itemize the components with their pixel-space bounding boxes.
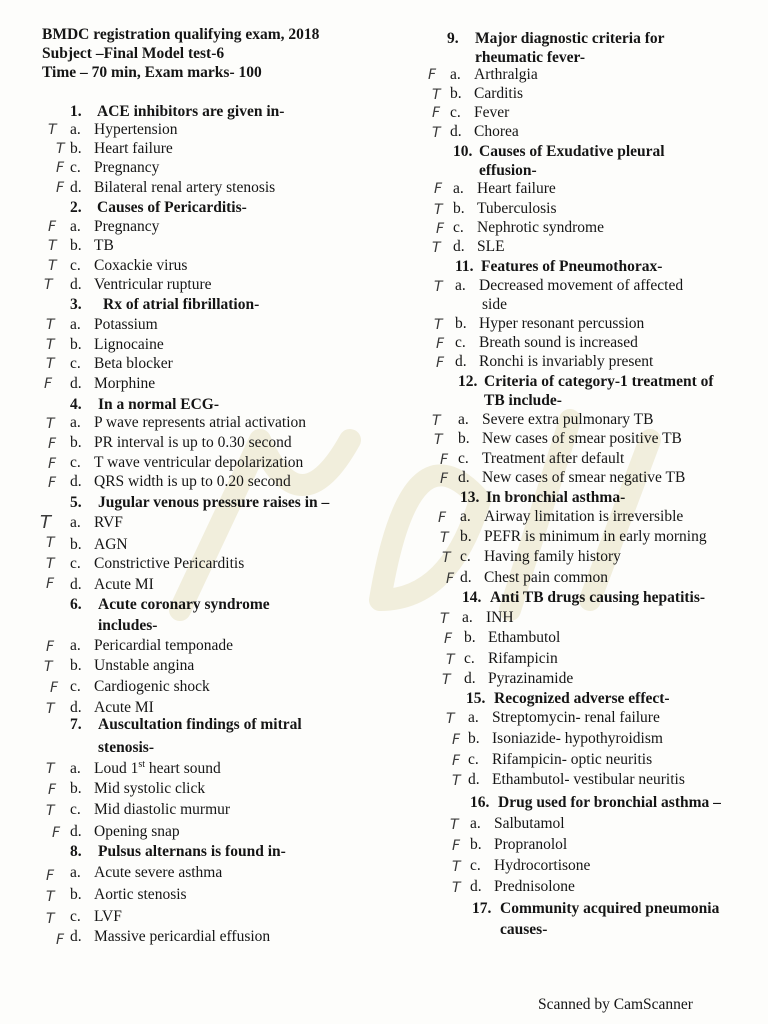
option-1a: a. Hypertension <box>70 121 178 138</box>
answer-mark: T <box>46 911 55 927</box>
question-1: 1. ACE inhibitors are given in- <box>70 103 285 120</box>
answer-mark: T <box>44 659 53 675</box>
question-16: 16. Drug used for bronchial asthma – <box>470 794 721 811</box>
option-5a: a. RVF <box>70 514 123 531</box>
option-3b: b. Lignocaine <box>70 336 164 353</box>
option-6b: b. Unstable angina <box>70 657 195 674</box>
option-4a: a. P wave represents atrial activation <box>70 414 307 431</box>
option-10d: d. SLE <box>453 238 505 255</box>
answer-mark: T <box>442 550 451 566</box>
answer-mark: F <box>56 932 65 948</box>
answer-mark: T <box>44 277 53 293</box>
answer-mark: T <box>432 240 441 256</box>
answer-mark: F <box>48 782 57 798</box>
option-16c: c. Hydrocortisone <box>470 857 591 874</box>
option-6d: d. Acute MI <box>70 699 154 716</box>
question-8: 8. Pulsus alternans is found in- <box>70 843 286 860</box>
answer-mark: F <box>56 180 65 196</box>
answer-mark: F <box>440 471 449 487</box>
answer-mark: T <box>432 413 441 429</box>
question-6: 6. Acute coronary syndrome <box>70 596 270 613</box>
question-6-continued: includes- <box>98 617 158 634</box>
option-14a: a. INH <box>462 609 514 626</box>
answer-mark: T <box>434 202 443 218</box>
option-3a: a. Potassium <box>70 316 158 333</box>
question-5: 5. Jugular venous pressure raises in – <box>70 494 330 511</box>
option-13b: b. PEFR is minimum in early morning <box>460 528 707 545</box>
exam-subject: Subject –Final Model test-6 <box>42 45 225 62</box>
answer-mark: F <box>434 181 443 197</box>
option-7b: b. Mid systolic click <box>70 780 206 797</box>
answer-mark: T <box>46 889 55 905</box>
option-2b: b. TB <box>70 237 114 254</box>
option-3c: c. Beta blocker <box>70 355 173 372</box>
answer-mark: T <box>442 672 451 688</box>
answer-mark: T <box>452 773 461 789</box>
question-12: 12. Criteria of category-1 treatment of <box>458 373 714 390</box>
option-1d: d. Bilateral renal artery stenosis <box>70 179 276 196</box>
answer-mark: F <box>50 680 59 696</box>
option-14d: d. Pyrazinamide <box>464 670 574 687</box>
answer-mark: F <box>432 105 441 121</box>
answer-mark: F <box>46 576 55 592</box>
answer-mark: F <box>48 219 57 235</box>
option-7c: c. Mid diastolic murmur <box>70 801 231 818</box>
option-5c: c. Constrictive Pericarditis <box>70 555 245 572</box>
question-4: 4. In a normal ECG- <box>70 396 219 413</box>
question-7: 7. Auscultation findings of mitral <box>70 716 302 733</box>
option-8a: a. Acute severe asthma <box>70 864 223 881</box>
option-1c: c. Pregnancy <box>70 159 160 176</box>
answer-mark: F <box>52 825 61 841</box>
answer-mark: F <box>444 631 453 647</box>
option-6c: c. Cardiogenic shock <box>70 678 210 695</box>
answer-mark: T <box>450 817 459 833</box>
question-15: 15. Recognized adverse effect- <box>466 690 670 707</box>
answer-mark: T <box>40 512 51 533</box>
option-6a: a. Pericardial temponade <box>70 637 234 654</box>
question-10: 10. Causes of Exudative pleural <box>453 143 665 160</box>
answer-mark: T <box>434 279 443 295</box>
option-8b: b. Aortic stenosis <box>70 886 187 903</box>
answer-mark: F <box>446 571 455 587</box>
answer-mark: T <box>46 317 55 333</box>
option-9b: b. Carditis <box>450 85 524 102</box>
answer-mark: T <box>56 141 65 157</box>
answer-mark: T <box>432 125 441 141</box>
answer-mark: T <box>46 556 55 572</box>
option-9c: c. Fever <box>450 104 510 121</box>
option-14b: b. Ethambutol <box>464 629 561 646</box>
option-15a: a. Streptomycin- renal failure <box>468 709 660 726</box>
answer-mark: T <box>452 880 461 896</box>
answer-mark: T <box>46 337 55 353</box>
answer-mark: F <box>46 868 55 884</box>
option-4d: d. QRS width is up to 0.20 second <box>70 473 291 490</box>
question-13: 13. In bronchial asthma- <box>460 489 626 506</box>
answer-mark: T <box>46 416 55 432</box>
option-4c: c. T wave ventricular depolarization <box>70 454 304 471</box>
question-17: 17. Community acquired pneumonia <box>472 900 720 917</box>
answer-mark: F <box>56 160 65 176</box>
option-8d: d. Massive pericardial effusion <box>70 928 271 945</box>
answer-mark: F <box>438 510 447 526</box>
question-12-continued: TB include- <box>484 392 562 409</box>
option-4b: b. PR interval is up to 0.30 second <box>70 434 292 451</box>
answer-mark: T <box>46 356 55 372</box>
answer-mark: T <box>440 611 449 627</box>
option-10b: b. Tuberculosis <box>453 200 557 217</box>
option-11a: a. Decreased movement of affected <box>455 277 684 294</box>
answer-mark: F <box>436 221 445 237</box>
option-3d: d. Morphine <box>70 375 156 392</box>
answer-mark: T <box>48 122 57 138</box>
question-2: 2. Causes of Pericarditis- <box>70 199 247 216</box>
answer-mark: T <box>48 238 57 254</box>
option-7a: a. Loud 1st heart sound <box>70 759 221 778</box>
option-12b: b. New cases of smear positive TB <box>458 430 682 447</box>
answer-mark: T <box>446 711 455 727</box>
option-8c: c. LVF <box>70 908 122 925</box>
answer-mark: T <box>432 87 441 103</box>
question-9-continued: rheumatic fever- <box>475 49 586 66</box>
answer-mark: F <box>48 436 57 452</box>
option-12a: a. Severe extra pulmonary TB <box>458 411 654 428</box>
answer-mark: F <box>436 336 445 352</box>
option-16a: a. Salbutamol <box>470 815 565 832</box>
exam-title: BMDC registration qualifying exam, 2018 <box>42 26 320 43</box>
option-16b: b. Propranolol <box>470 836 568 853</box>
question-10-continued: effusion- <box>479 162 537 179</box>
question-11: 11. Features of Pneumothorax- <box>455 258 663 275</box>
option-2d: d. Ventricular rupture <box>70 276 212 293</box>
option-9d: d. Chorea <box>450 123 519 140</box>
option-10a: a. Heart failure <box>453 180 556 197</box>
answer-mark: T <box>434 432 443 448</box>
answer-mark: T <box>46 803 55 819</box>
option-13c: c. Having family history <box>460 548 621 565</box>
option-5b: b. AGN <box>70 536 128 553</box>
answer-mark: T <box>452 859 461 875</box>
answer-mark: F <box>436 355 445 371</box>
answer-mark: F <box>48 456 57 472</box>
option-1b: b. Heart failure <box>70 140 173 157</box>
option-10c: c. Nephrotic syndrome <box>453 219 604 236</box>
answer-mark: F <box>452 753 461 769</box>
option-5d: d. Acute MI <box>70 576 154 593</box>
option-16d: d. Prednisolone <box>470 878 575 895</box>
question-9: 9. Major diagnostic criteria for <box>447 30 665 47</box>
option-11c: c. Breath sound is increased <box>455 334 638 351</box>
option-13d: d. Chest pain common <box>460 569 608 586</box>
answer-mark: T <box>48 258 57 274</box>
answer-mark: F <box>428 67 437 83</box>
answer-mark: T <box>446 652 455 668</box>
question-14: 14. Anti TB drugs causing hepatitis- <box>462 589 706 606</box>
answer-mark: F <box>46 639 55 655</box>
option-7d: d. Opening snap <box>70 823 180 840</box>
answer-mark: T <box>46 761 55 777</box>
answer-mark: T <box>440 530 449 546</box>
option-12c: c. Treatment after default <box>458 450 625 467</box>
answer-mark: F <box>440 452 449 468</box>
scanner-footer: Scanned by CamScanner <box>538 996 693 1013</box>
question-17-continued: causes- <box>500 921 548 938</box>
option-15d: d. Ethambutol- vestibular neuritis <box>468 771 685 788</box>
question-7-continued: stenosis- <box>98 739 154 756</box>
answer-mark: F <box>44 376 53 392</box>
answer-mark: F <box>452 838 461 854</box>
option-15c: c. Rifampicin- optic neuritis <box>468 751 653 768</box>
option-9a: a. Arthralgia <box>450 66 538 83</box>
option-15b: b. Isoniazide- hypothyroidism <box>468 730 663 747</box>
option-2a: a. Pregnancy <box>70 218 160 235</box>
option-2c: c. Coxackie virus <box>70 257 188 274</box>
answer-mark: T <box>434 317 443 333</box>
question-3: 3. Rx of atrial fibrillation- <box>70 296 260 313</box>
answer-mark: F <box>452 732 461 748</box>
answer-mark: T <box>46 535 55 551</box>
option-12d: d. New cases of smear negative TB <box>458 469 686 486</box>
answer-mark: F <box>48 475 57 491</box>
option-11d: d. Ronchi is invariably present <box>455 353 654 370</box>
option-13a: a. Airway limitation is irreversible <box>460 508 684 525</box>
option-11a-continued: side <box>482 296 507 313</box>
answer-mark: T <box>46 701 55 717</box>
option-14c: c. Rifampicin <box>464 650 558 667</box>
exam-time: Time – 70 min, Exam marks- 100 <box>42 64 262 81</box>
option-11b: b. Hyper resonant percussion <box>455 315 645 332</box>
